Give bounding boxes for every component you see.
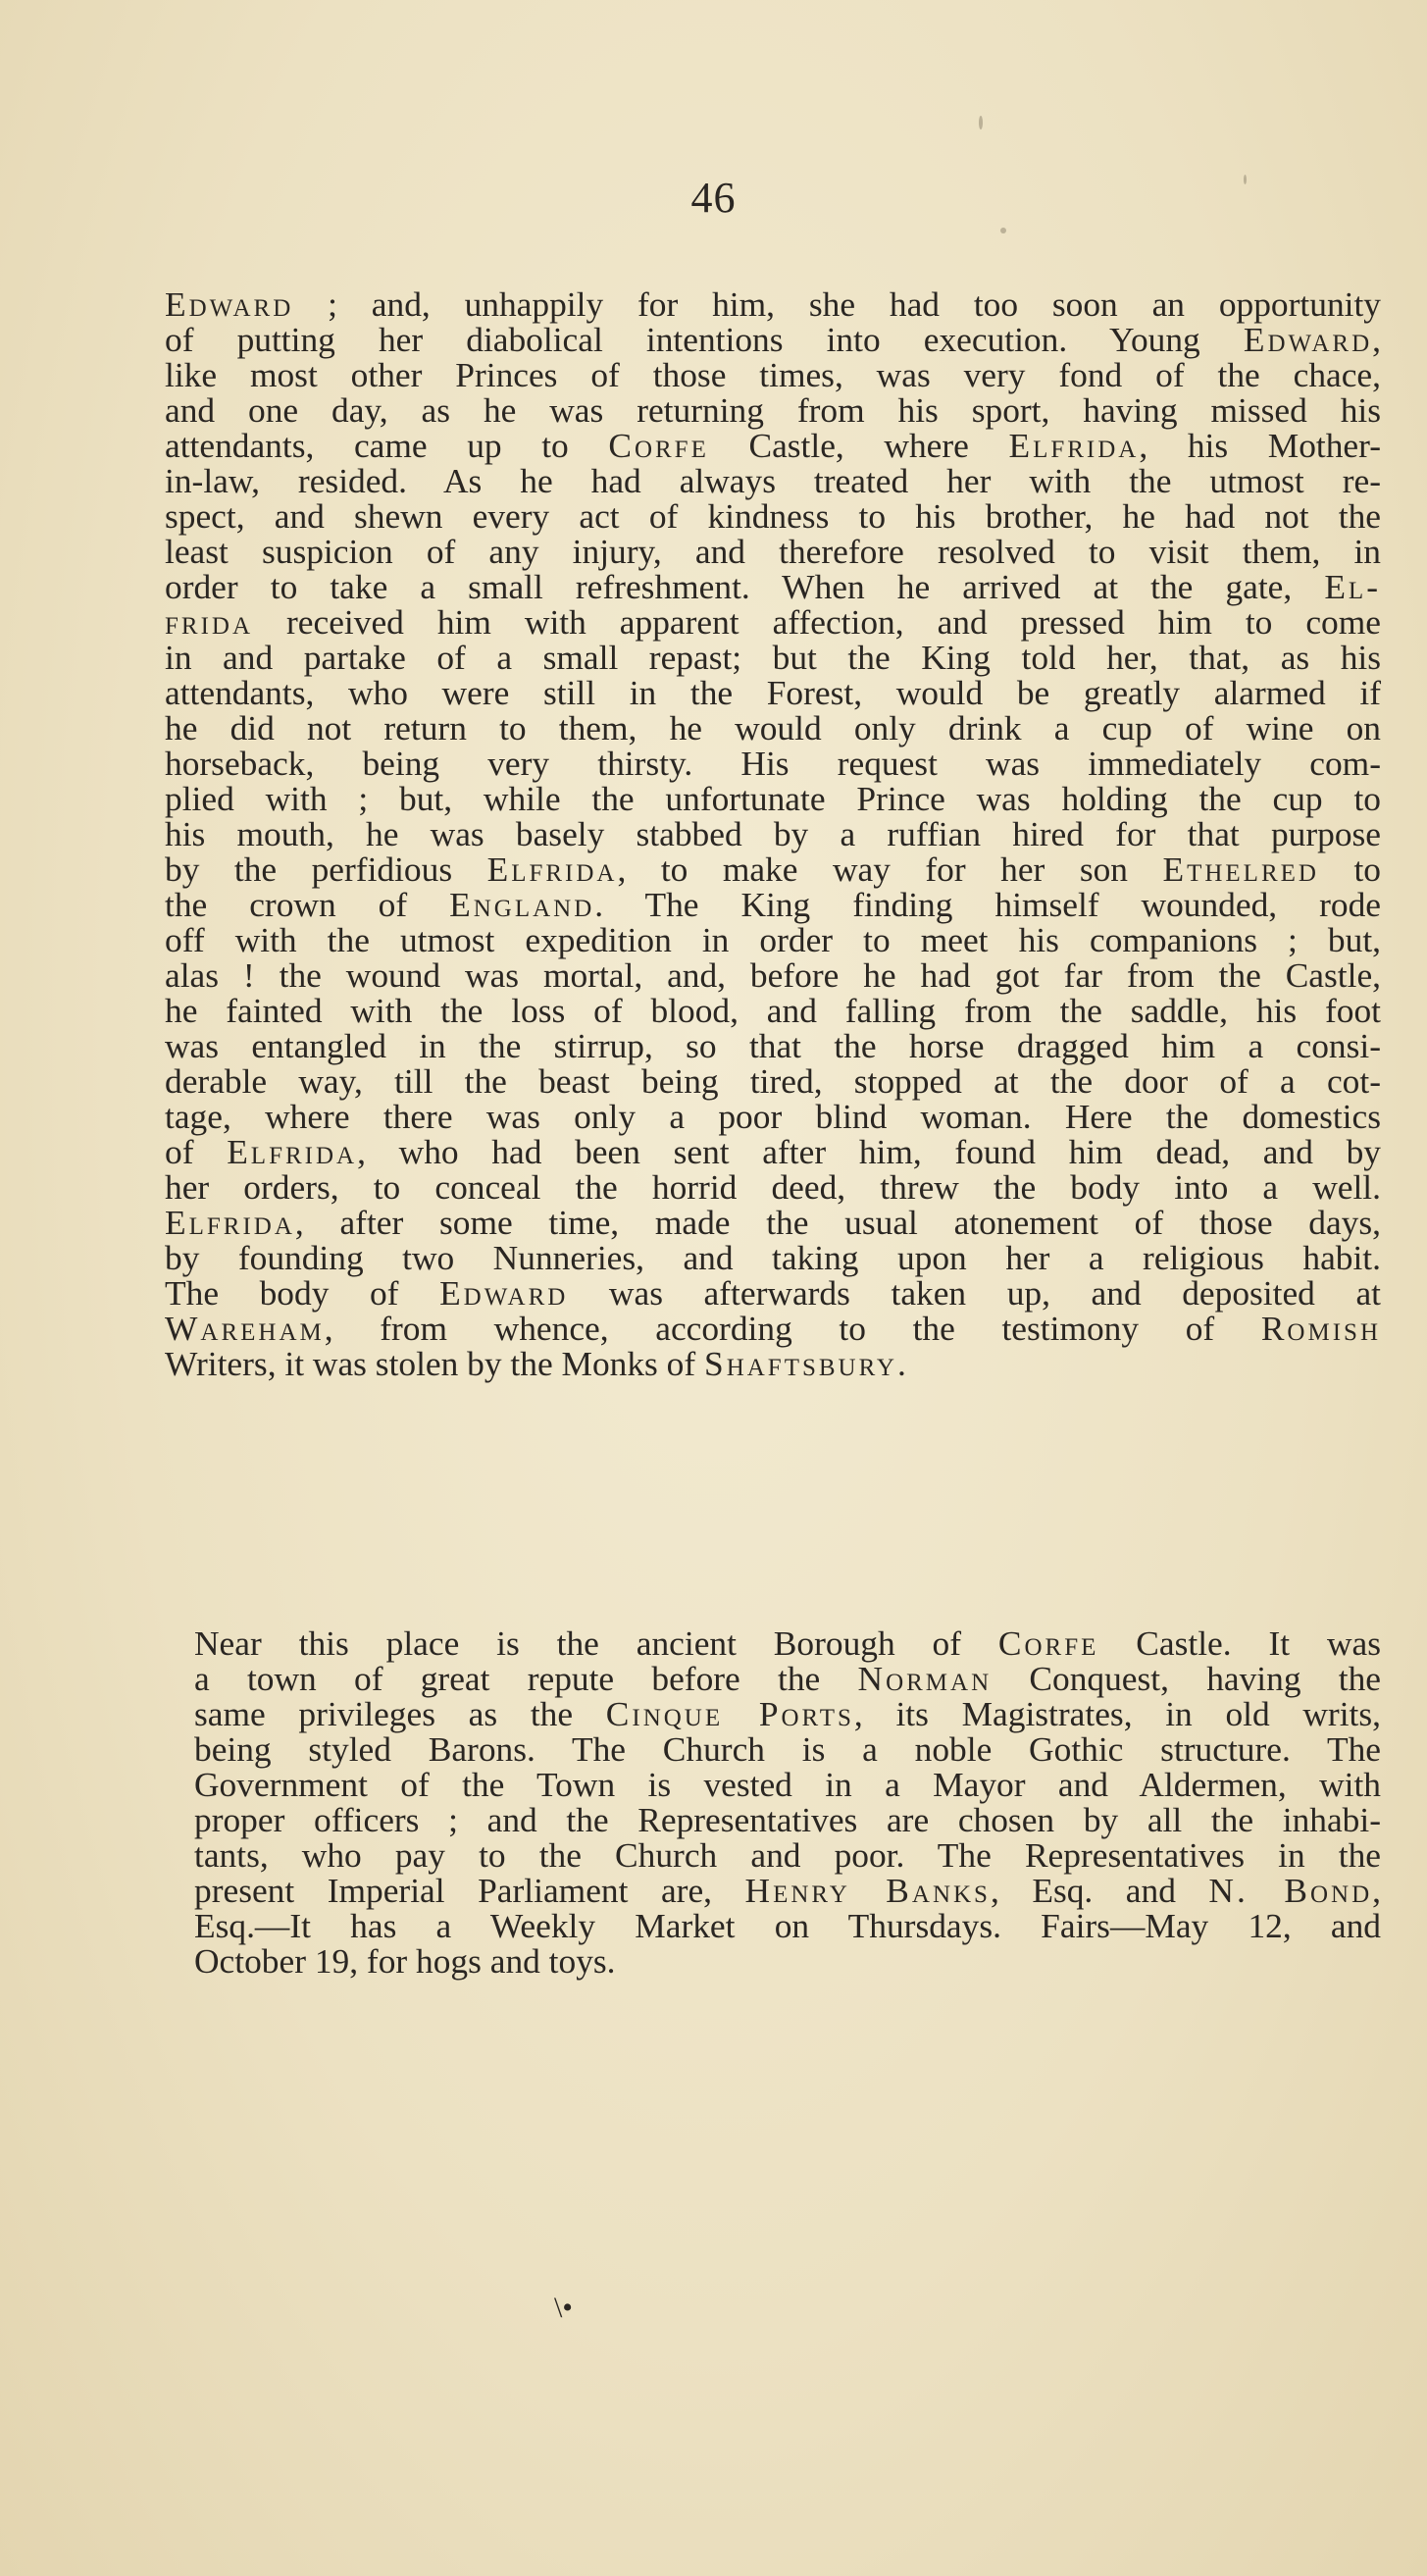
text-line bbox=[165, 428, 1381, 463]
text-line bbox=[165, 322, 1381, 357]
text-line bbox=[165, 1837, 1381, 1873]
text-run: off with the utmost expedition in order to meet his companions ; but, bbox=[165, 920, 1381, 959]
text-run: in-law, resided. As he had always treated her with the utmost re- bbox=[165, 461, 1381, 500]
text-line bbox=[165, 1099, 1381, 1134]
text-run: The body of bbox=[165, 1273, 440, 1313]
text-run: her orders, to conceal the horrid deed, threw the body into a well. bbox=[165, 1167, 1381, 1207]
text-line bbox=[165, 1346, 1381, 1381]
paragraph-corfe-borough bbox=[165, 1625, 1381, 1979]
text-line bbox=[165, 781, 1381, 816]
text-run: , from whence, according to the testimony of bbox=[324, 1309, 1261, 1348]
text-run: and one day, as he was returning from his sport, having missed his bbox=[165, 390, 1381, 430]
text-run: a town of great repute before the bbox=[194, 1659, 858, 1698]
text-run: , to make way for her son bbox=[617, 850, 1163, 889]
text-line bbox=[165, 1661, 1381, 1696]
text-line bbox=[165, 392, 1381, 428]
text-line bbox=[165, 1240, 1381, 1275]
text-run: derable way, till the beast being tired, stopped at the door of a cot- bbox=[165, 1061, 1381, 1101]
text-line bbox=[165, 887, 1381, 922]
small-caps-name: Corfe bbox=[608, 426, 709, 465]
text-line bbox=[165, 498, 1381, 534]
text-run: Castle. It was bbox=[1098, 1623, 1381, 1663]
text-run: proper officers ; and the Representatives are chosen by all the inhabi- bbox=[194, 1800, 1381, 1839]
text-line bbox=[165, 993, 1381, 1028]
text-line bbox=[165, 851, 1381, 887]
text-line bbox=[165, 1802, 1381, 1837]
text-run: of putting her diabolical intentions into execution. Young bbox=[165, 320, 1244, 359]
text-line bbox=[165, 357, 1381, 392]
text-run: attendants, who were still in the Forest, would be greatly alarmed if bbox=[165, 673, 1381, 712]
text-run: , his Mother- bbox=[1139, 426, 1381, 465]
paragraph-edward-story bbox=[165, 286, 1381, 1381]
text-run: by the perfidious bbox=[165, 850, 487, 889]
text-run: plied with ; but, while the unfortunate Prince was holding the cup to bbox=[165, 779, 1381, 818]
small-caps-name: Henry Banks bbox=[744, 1871, 991, 1910]
paper-speck bbox=[1000, 228, 1006, 233]
small-caps-name: Edward bbox=[165, 284, 294, 324]
text-line bbox=[165, 1767, 1381, 1802]
text-run: by founding two Nunneries, and taking upon her a religious habit. bbox=[165, 1238, 1381, 1277]
small-caps-name: Ethelred bbox=[1162, 850, 1319, 889]
text-line bbox=[165, 534, 1381, 569]
small-caps-name: Wareham bbox=[165, 1309, 325, 1348]
text-run: spect, and shewn every act of kindness to his brother, he had not the bbox=[165, 496, 1381, 536]
text-run: order to take a small refreshment. When he arrived at the gate, bbox=[165, 567, 1325, 606]
text-run: same privileges as the bbox=[194, 1694, 606, 1733]
text-run: like most other Princes of those times, was very fond of the chace, bbox=[165, 355, 1381, 394]
small-caps-name: Romish bbox=[1260, 1309, 1381, 1348]
text-run: . The King finding himself wounded, rode bbox=[594, 885, 1381, 924]
text-line bbox=[165, 1625, 1381, 1661]
text-run: least suspicion of any injury, and therefore resolved to visit them, in bbox=[165, 532, 1381, 571]
text-run: . bbox=[896, 1344, 906, 1383]
text-run: received him with apparent affection, and pressed him to come bbox=[253, 602, 1381, 642]
small-caps-name: Elfrida bbox=[1008, 426, 1140, 465]
small-caps-name: Elfrida bbox=[165, 1203, 295, 1242]
text-line bbox=[165, 816, 1381, 851]
text-run: , its Magistrates, in old writs, bbox=[853, 1694, 1381, 1733]
text-line bbox=[165, 675, 1381, 710]
text-line bbox=[165, 286, 1381, 322]
small-caps-name: Cinque Ports bbox=[605, 1694, 854, 1733]
text-run: Government of the Town is vested in a Mayor and Aldermen, with bbox=[194, 1765, 1381, 1804]
small-caps-name: El- bbox=[1324, 567, 1381, 606]
printer-mark: \• bbox=[554, 2292, 573, 2324]
small-caps-name: Edward bbox=[1243, 320, 1373, 359]
text-line bbox=[165, 1873, 1381, 1908]
text-run: Esq.—It has a Weekly Market on Thursdays. Fairs—May 12, and bbox=[194, 1906, 1381, 1945]
text-run: of bbox=[165, 1132, 228, 1171]
text-run: being styled Barons. The Church is a noble Gothic structure. The bbox=[194, 1729, 1381, 1769]
text-run: present Imperial Parliament are, bbox=[194, 1871, 745, 1910]
text-run: Castle, where bbox=[708, 426, 1009, 465]
small-caps-name: frida bbox=[165, 602, 254, 642]
text-line bbox=[165, 1205, 1381, 1240]
text-line bbox=[165, 1169, 1381, 1205]
text-line bbox=[165, 1275, 1381, 1311]
text-run: he fainted with the loss of blood, and falling from the saddle, his foot bbox=[165, 991, 1381, 1030]
text-line bbox=[165, 1134, 1381, 1169]
page-number: 46 bbox=[690, 174, 737, 222]
text-run: in and partake of a small repast; but the King told her, that, as his bbox=[165, 638, 1381, 677]
text-line bbox=[165, 1731, 1381, 1767]
text-line bbox=[165, 1063, 1381, 1099]
text-run: horseback, being very thirsty. His request was immediately com- bbox=[165, 744, 1381, 783]
text-run: , bbox=[1372, 1871, 1381, 1910]
small-caps-name: Corfe bbox=[997, 1623, 1099, 1663]
text-run: Conquest, having the bbox=[992, 1659, 1382, 1698]
paper-speck bbox=[979, 116, 983, 129]
small-caps-name: N. Bond bbox=[1208, 1871, 1373, 1910]
text-run: , bbox=[1372, 320, 1381, 359]
text-line bbox=[165, 463, 1381, 498]
paper-speck bbox=[1244, 175, 1247, 184]
text-run: was afterwards taken up, and deposited at bbox=[568, 1273, 1382, 1313]
text-run: attendants, came up to bbox=[165, 426, 609, 465]
text-line bbox=[165, 957, 1381, 993]
text-run: , after some time, made the usual atonement of those days, bbox=[294, 1203, 1381, 1242]
text-line bbox=[165, 746, 1381, 781]
text-line bbox=[165, 922, 1381, 957]
text-line bbox=[165, 1943, 1381, 1979]
text-run: alas ! the wound was mortal, and, before he had got far from the Castle, bbox=[165, 955, 1381, 995]
small-caps-name: Shaftsbury bbox=[704, 1344, 897, 1383]
text-line bbox=[165, 1028, 1381, 1063]
text-run: October 19, for hogs and toys. bbox=[194, 1941, 616, 1981]
text-line bbox=[165, 1696, 1381, 1731]
text-run: , who had been sent after him, found him dead, and by bbox=[357, 1132, 1381, 1171]
text-line bbox=[165, 640, 1381, 675]
text-line bbox=[165, 569, 1381, 604]
text-run: tants, who pay to the Church and poor. The Representatives in the bbox=[194, 1835, 1381, 1875]
text-run: , Esq. and bbox=[990, 1871, 1209, 1910]
small-caps-name: Elfrida bbox=[486, 850, 618, 889]
small-caps-name: England bbox=[449, 885, 595, 924]
text-line bbox=[165, 1311, 1381, 1346]
text-run: he did not return to them, he would only drink a cup of wine on bbox=[165, 708, 1381, 747]
text-run: his mouth, he was basely stabbed by a ruffian hired for that purpose bbox=[165, 814, 1381, 853]
text-run: the crown of bbox=[165, 885, 450, 924]
text-run: Writers, it was stolen by the Monks of bbox=[165, 1344, 705, 1383]
text-run: was entangled in the stirrup, so that the horse dragged him a consi- bbox=[165, 1026, 1381, 1065]
text-line bbox=[165, 710, 1381, 746]
small-caps-name: Edward bbox=[439, 1273, 569, 1313]
text-line bbox=[165, 604, 1381, 640]
text-run: tage, where there was only a poor blind woman. Here the domestics bbox=[165, 1097, 1381, 1136]
text-run: ; and, unhappily for him, she had too soon an opportunity bbox=[293, 284, 1381, 324]
text-run: Near this place is the ancient Borough of bbox=[194, 1623, 998, 1663]
small-caps-name: Elfrida bbox=[227, 1132, 358, 1171]
small-caps-name: Norman bbox=[857, 1659, 993, 1698]
text-line bbox=[165, 1908, 1381, 1943]
text-run: to bbox=[1318, 850, 1381, 889]
